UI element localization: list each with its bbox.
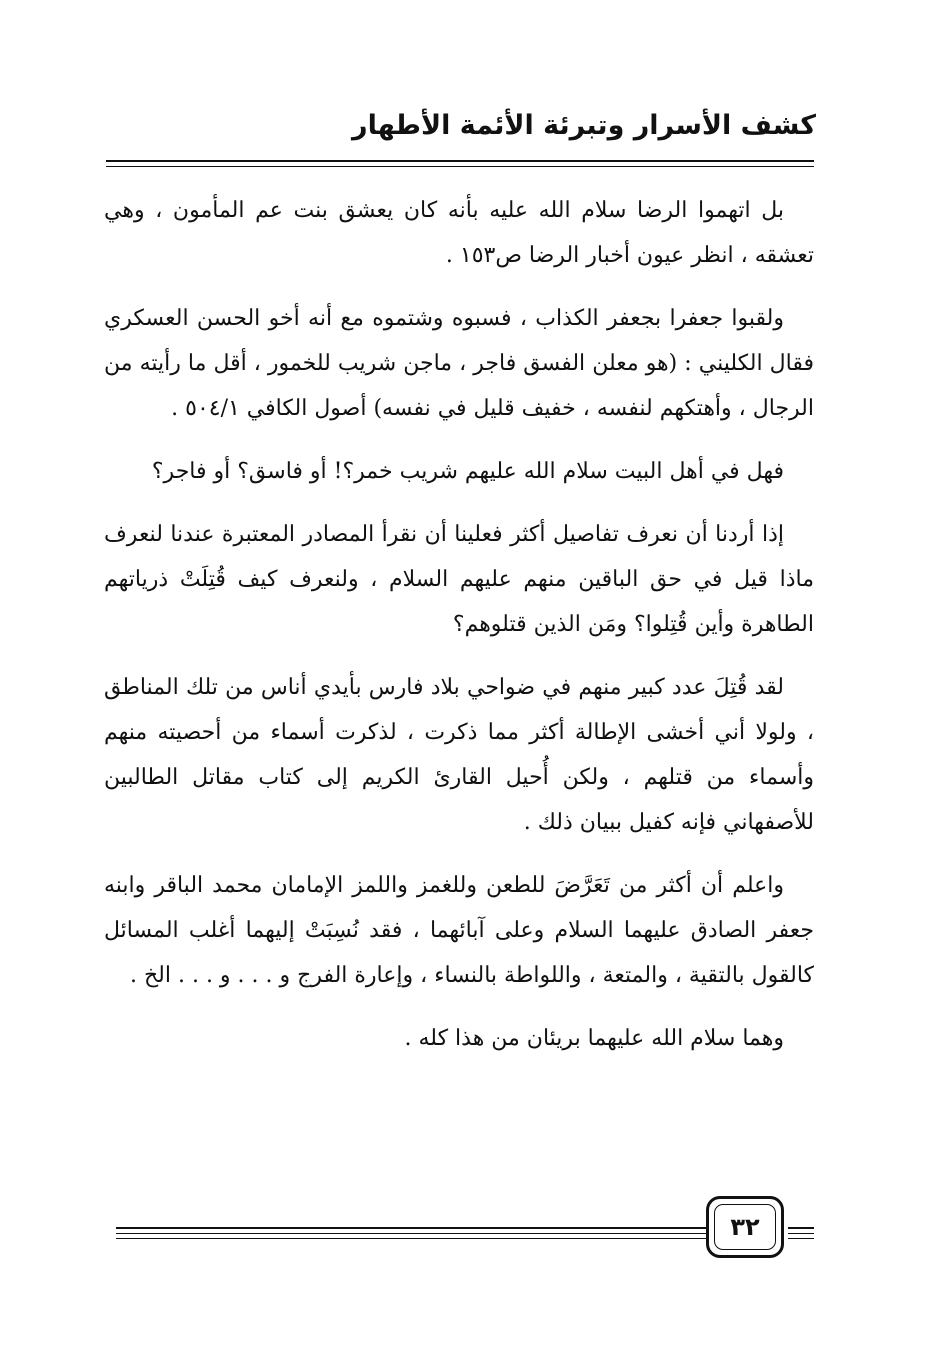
footer-rule [116, 1233, 708, 1234]
header-rule [106, 160, 814, 162]
running-header-title: كشف الأسرار وتبرئة الأئمة الأطهار [352, 110, 816, 141]
paragraph-5: لقد قُتِلَ عدد كبير منهم في ضواحي بلاد فارس بأيدي أناس من تلك المناطق ، ولولا أني أخشى الإطالة أكثر مما ذكرت ، لذكرت أسماء من أحصيته منهم وأسماء من قتلهم ، ولكن أُحيل القارئ الكريم إلى كتاب مقاتل الطالبين للأصفهاني فإنه كفيل ببيان ذلك . [104, 675, 814, 835]
paragraph-3: فهل في أهل البيت سلام الله عليهم شريب خمر؟! أو فاسق؟ أو فاجر؟ [151, 459, 784, 484]
header-rule-thin [106, 166, 814, 167]
paragraph-7: وهما سلام الله عليهما بريئان من هذا كله . [404, 1026, 784, 1051]
footer-rule [788, 1233, 814, 1234]
body-text [104, 188, 814, 1079]
footer-rule [788, 1238, 814, 1239]
footer-rule [788, 1227, 814, 1229]
paragraph-4: إذا أردنا أن نعرف تفاصيل أكثر فعلينا أن نقرأ المصادر المعتبرة عندنا لنعرف ماذا قيل في حق الباقين منهم عليهم السلام ، ولنعرف كيف قُتِلَتْ ذرياتهم الطاهرة وأين قُتِلوا؟ ومَن الذين قتلوهم؟ [104, 522, 814, 637]
paragraph-1: بل اتهموا الرضا سلام الله عليه بأنه كان يعشق بنت عم المأمون ، وهي تعشقه ، انظر عيون أخبار الرضا ص١٥٣ . [104, 198, 814, 268]
paragraph-2: ولقبوا جعفرا بجعفر الكذاب ، فسبوه وشتموه مع أنه أخو الحسن العسكري فقال الكليني : (هو معلن الفسق فاجر ، ماجن شريب للخمور ، أقل ما رأيته من الرجال ، وأهتكهم لنفسه ، خفيف قليل في نفسه) أصول الكافي ٥٠٤/١ . [104, 306, 814, 421]
footer-rule [116, 1227, 708, 1229]
page-number-box [706, 1196, 784, 1258]
paragraph-6: واعلم أن أكثر من تَعَرَّضَ للطعن وللغمز واللمز الإمامان محمد الباقر وابنه جعفر الصادق عليهما السلام وعلى آبائهما ، فقد نُسِبَتْ إليهما أغلب المسائل كالقول بالتقية ، والمتعة ، واللواطة بالنساء ، وإعارة الفرج و . . . و . . . الخ . [104, 873, 814, 988]
footer-rule [116, 1238, 708, 1239]
page-number: ٣٢ [730, 1213, 760, 1241]
